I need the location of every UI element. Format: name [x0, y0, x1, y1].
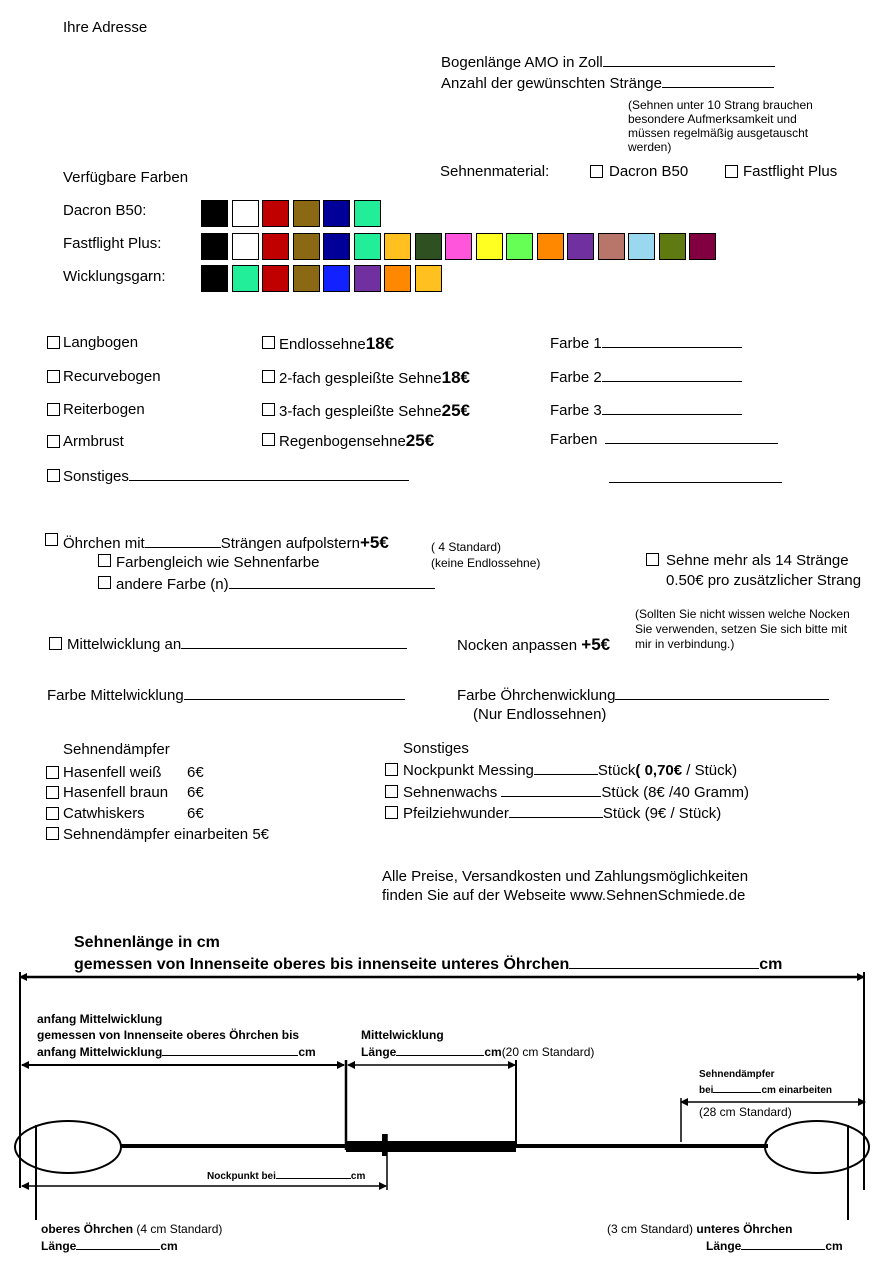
damper-diagram-field[interactable]: [699, 1083, 832, 1096]
color-swatch: [262, 265, 289, 292]
color-row-label: Wicklungsgarn:: [63, 268, 166, 285]
bow-langbogen-checkbox[interactable]: [47, 336, 60, 349]
lower-loop-field[interactable]: [706, 1238, 843, 1253]
misc-price: (9€ / Stück): [644, 805, 722, 822]
padding-same-color-checkbox[interactable]: [98, 554, 111, 567]
misc-label: Pfeilziehwunder: [403, 805, 509, 822]
upper-loop-std: (4 cm Standard): [136, 1222, 223, 1236]
nock-fit-label: Nocken anpassen: [457, 637, 578, 654]
center-serving-label: Mittelwicklung an: [67, 636, 182, 653]
strands-note: (Sehnen unter 10 Strang brauchen besondere Aufmerksamkeit und müssen regelmäßig ausgetauscht werden): [628, 98, 813, 154]
lower-loop-title: unteres Öhrchen: [696, 1222, 793, 1236]
upper-loop-field[interactable]: [41, 1238, 178, 1253]
damper-diagram-std: (28 cm Standard): [699, 1105, 792, 1119]
lower-loop-cm: cm: [825, 1239, 843, 1253]
material-label: Sehnenmaterial:: [440, 163, 550, 180]
padding-field[interactable]: [63, 533, 389, 553]
color-swatch: [201, 233, 228, 260]
diagram-title-1: Sehnenlänge in cm: [74, 934, 220, 951]
color-swatch: [201, 265, 228, 292]
serving-length-label-1: Mittelwicklung: [361, 1028, 444, 1042]
misc-price: (8€ /40 Gramm): [643, 784, 749, 801]
damper-checkbox[interactable]: [46, 827, 59, 840]
nock-fit-price: +5€: [581, 635, 611, 654]
misc-label: Sehnenwachs: [403, 784, 502, 801]
misc-item[interactable]: [403, 783, 749, 801]
string-3fach-checkbox[interactable]: [262, 403, 275, 416]
color-swatch: [415, 265, 442, 292]
misc-checkbox[interactable]: [385, 806, 398, 819]
bow-other-field[interactable]: [63, 467, 409, 485]
padding-same-color-label: Farbengleich wie Sehnenfarbe: [116, 554, 320, 571]
loop-serving-color-field[interactable]: [457, 686, 829, 704]
bow-type-label: Recurvebogen: [63, 368, 161, 385]
bow-length-label: Bogenlänge AMO in Zoll: [441, 54, 603, 71]
color-swatch: [659, 233, 686, 260]
color-swatch: [323, 265, 350, 292]
color-swatch: [354, 265, 381, 292]
string-type-label: Endlossehne: [279, 336, 366, 353]
color-swatch: [567, 233, 594, 260]
bow-length-field[interactable]: [441, 53, 775, 71]
lower-loop-std: (3 cm Standard): [607, 1222, 694, 1236]
material-fastflight-checkbox[interactable]: [725, 165, 738, 178]
lower-loop: [765, 1121, 869, 1173]
color-swatch: [201, 200, 228, 227]
string-type-price: 18€: [441, 368, 470, 387]
upper-loop-cm: cm: [160, 1239, 178, 1253]
damper-diagram-label-1: Sehnendämpfer: [699, 1069, 775, 1080]
color-field-multi[interactable]: [550, 430, 778, 448]
color-swatch: [323, 200, 350, 227]
color-field-2[interactable]: [550, 368, 742, 386]
misc-checkbox[interactable]: [385, 785, 398, 798]
upper-loop: [15, 1121, 121, 1173]
center-serving-field[interactable]: [67, 635, 407, 653]
loop-serving-color-label: Farbe Öhrchenwicklung: [457, 687, 616, 704]
padding-other-color-label: andere Farbe (n): [116, 576, 229, 593]
nock-diagram-cm: cm: [350, 1171, 366, 1182]
color-swatch: [537, 233, 564, 260]
color-swatch: [476, 233, 503, 260]
misc-checkbox[interactable]: [385, 763, 398, 776]
colors-title: Verfügbare Farben: [63, 169, 189, 186]
damper-price: 6€: [187, 784, 204, 801]
serving-start-field[interactable]: [37, 1044, 316, 1059]
prices-note-line1: Alle Preise, Versandkosten und Zahlungsmöglichkeiten: [382, 868, 749, 885]
string-endless-checkbox[interactable]: [262, 336, 275, 349]
strands-field[interactable]: [441, 74, 774, 92]
color-swatch: [628, 233, 655, 260]
color-swatch: [232, 233, 259, 260]
color-swatch: [232, 265, 259, 292]
color-swatch: [384, 265, 411, 292]
string-type: [279, 334, 394, 354]
color-swatch: [354, 200, 381, 227]
misc-unit: Stück: [601, 784, 639, 801]
string-type-price: 25€: [441, 401, 470, 420]
color-swatch: [598, 233, 625, 260]
serving-length-label-2: Länge: [361, 1045, 397, 1059]
padding-price: +5€: [359, 533, 389, 552]
damper-checkbox[interactable]: [46, 807, 59, 820]
loop-serving-note: (Nur Endlossehnen): [473, 706, 607, 723]
color-swatch: [293, 200, 320, 227]
extra-strands-line2: 0.50€ pro zusätzlicher Strang: [666, 572, 862, 589]
extra-strands-line1: Sehne mehr als 14 Stränge: [666, 552, 849, 569]
nock-diagram-field[interactable]: [207, 1169, 365, 1182]
damper-diagram-label-2a: bei: [699, 1085, 714, 1096]
diagram-cm: cm: [759, 956, 783, 973]
string-type: [279, 401, 470, 421]
bow-reiter-checkbox[interactable]: [47, 403, 60, 416]
misc-price-bold: ( 0,70€: [635, 762, 683, 779]
color-row-label: Dacron B50:: [63, 202, 147, 219]
color-field-1[interactable]: [550, 334, 742, 352]
diagram-title-2[interactable]: [74, 955, 782, 974]
padding-label-pre: Öhrchen mit: [63, 535, 145, 552]
bow-type-label: Reiterbogen: [63, 401, 145, 418]
string-type-label: Regenbogensehne: [279, 433, 406, 450]
color-field-label: Farben: [550, 431, 598, 448]
center-serving: [346, 1141, 516, 1152]
misc-unit: Stück: [602, 805, 641, 822]
damper-item: [63, 826, 269, 843]
color-field-label: Farbe 2: [550, 369, 602, 386]
bow-recurve-checkbox[interactable]: [47, 370, 60, 383]
serving-length-cm: cm: [484, 1045, 502, 1059]
damper-item: [63, 805, 204, 822]
damper-label: Hasenfell weiß: [63, 764, 162, 781]
lower-loop-length-label: Länge: [706, 1239, 742, 1253]
damper-label: Sehnendämpfer einarbeiten: [63, 826, 249, 843]
color-field-label: Farbe 3: [550, 402, 602, 419]
dampers-title: Sehnendämpfer: [63, 741, 170, 758]
lower-loop-label: [607, 1222, 792, 1236]
strands-label: Anzahl der gewünschten Stränge: [441, 75, 662, 92]
material-fastflight-label: Fastflight Plus: [743, 163, 838, 180]
damper-price: 6€: [187, 805, 204, 822]
damper-checkbox[interactable]: [46, 786, 59, 799]
padding-checkbox[interactable]: [45, 533, 58, 546]
center-serving-color-field[interactable]: [47, 686, 405, 704]
diagram-title-2-text: gemessen von Innenseite oberes bis innenseite unteres Öhrchen: [74, 956, 570, 973]
misc-label: Nockpunkt Messing: [403, 762, 534, 779]
misc-title: Sonstiges: [403, 740, 469, 757]
padding-other-color-field[interactable]: [116, 575, 435, 593]
string-type: [279, 431, 434, 451]
serving-length-std: (20 cm Standard): [501, 1045, 595, 1059]
serving-start-label-3: anfang Mittelwicklung: [37, 1045, 163, 1059]
nock-fit-note: (Sollten Sie nicht wissen welche Nocken Sie verwenden, setzen Sie sich bitte mit mir in verbindung.): [635, 607, 850, 651]
material-dacron-label: Dacron B50: [609, 163, 689, 180]
padding-note-1: ( 4 Standard): [431, 540, 502, 554]
color-swatch: [262, 233, 289, 260]
center-serving-color-label: Farbe Mittelwicklung: [47, 687, 184, 704]
upper-loop-title: oberes Öhrchen: [41, 1222, 134, 1236]
color-swatch: [506, 233, 533, 260]
bow-type-label: Langbogen: [63, 334, 139, 351]
serving-length-field[interactable]: [361, 1044, 594, 1059]
prices-note-line2: finden Sie auf der Webseite www.SehnenSchmiede.de: [382, 887, 746, 904]
color-swatch: [293, 265, 320, 292]
misc-unit: Stück: [597, 762, 636, 779]
color-row-label: Fastflight Plus:: [63, 235, 162, 252]
address-label: Ihre Adresse: [63, 19, 148, 36]
color-swatch: [323, 233, 350, 260]
damper-price: 5€: [252, 826, 269, 843]
color-swatch: [262, 200, 289, 227]
damper-label: Hasenfell braun: [63, 784, 169, 801]
string-type: [279, 368, 470, 388]
nock-diagram-label: Nockpunkt bei: [207, 1171, 276, 1182]
color-swatch: [415, 233, 442, 260]
bow-type-label: Sonstiges: [63, 468, 129, 485]
color-swatch: [445, 233, 472, 260]
color-field-3[interactable]: [550, 401, 742, 419]
upper-loop-length-label: Länge: [41, 1239, 77, 1253]
misc-item[interactable]: [403, 761, 737, 779]
string-2fach-checkbox[interactable]: [262, 370, 275, 383]
padding-note-2: (keine Endlossehne): [431, 556, 541, 570]
bow-type-label: Armbrust: [63, 433, 124, 450]
color-field-extra[interactable]: [609, 468, 782, 483]
damper-label: Catwhiskers: [63, 805, 145, 822]
nock-fit: [457, 635, 610, 655]
damper-diagram-label-2b: cm einarbeiten: [761, 1085, 833, 1096]
misc-item[interactable]: [403, 804, 721, 822]
damper-item: [63, 784, 204, 801]
color-swatch: [232, 200, 259, 227]
string-rainbow-checkbox[interactable]: [262, 433, 275, 446]
string-type-label: 2-fach gespleißte Sehne: [279, 370, 442, 387]
string-type-label: 3-fach gespleißte Sehne: [279, 403, 442, 420]
damper-checkbox[interactable]: [46, 766, 59, 779]
extra-strands-checkbox[interactable]: [646, 553, 659, 566]
color-field-label: Farbe 1: [550, 335, 602, 352]
bow-armbrust-checkbox[interactable]: [47, 435, 60, 448]
misc-price: / Stück): [682, 762, 738, 779]
damper-item: [63, 764, 204, 781]
bow-other-checkbox[interactable]: [47, 469, 60, 482]
upper-loop-label: [41, 1222, 222, 1236]
color-swatch: [354, 233, 381, 260]
color-swatch: [384, 233, 411, 260]
string-type-price: 25€: [405, 431, 435, 450]
serving-start-cm: cm: [298, 1045, 316, 1059]
string-type-price: 18€: [365, 334, 395, 353]
color-swatch: [293, 233, 320, 260]
damper-price: 6€: [187, 764, 204, 781]
padding-other-color-checkbox[interactable]: [98, 576, 111, 589]
color-swatch: [689, 233, 716, 260]
serving-start-label-1: anfang Mittelwicklung: [37, 1012, 163, 1026]
center-serving-checkbox[interactable]: [49, 637, 62, 650]
material-dacron-checkbox[interactable]: [590, 165, 603, 178]
serving-start-label-2: gemessen von Innenseite oberes Öhrchen bis: [37, 1028, 300, 1042]
padding-label-post: Strängen aufpolstern: [220, 535, 360, 552]
